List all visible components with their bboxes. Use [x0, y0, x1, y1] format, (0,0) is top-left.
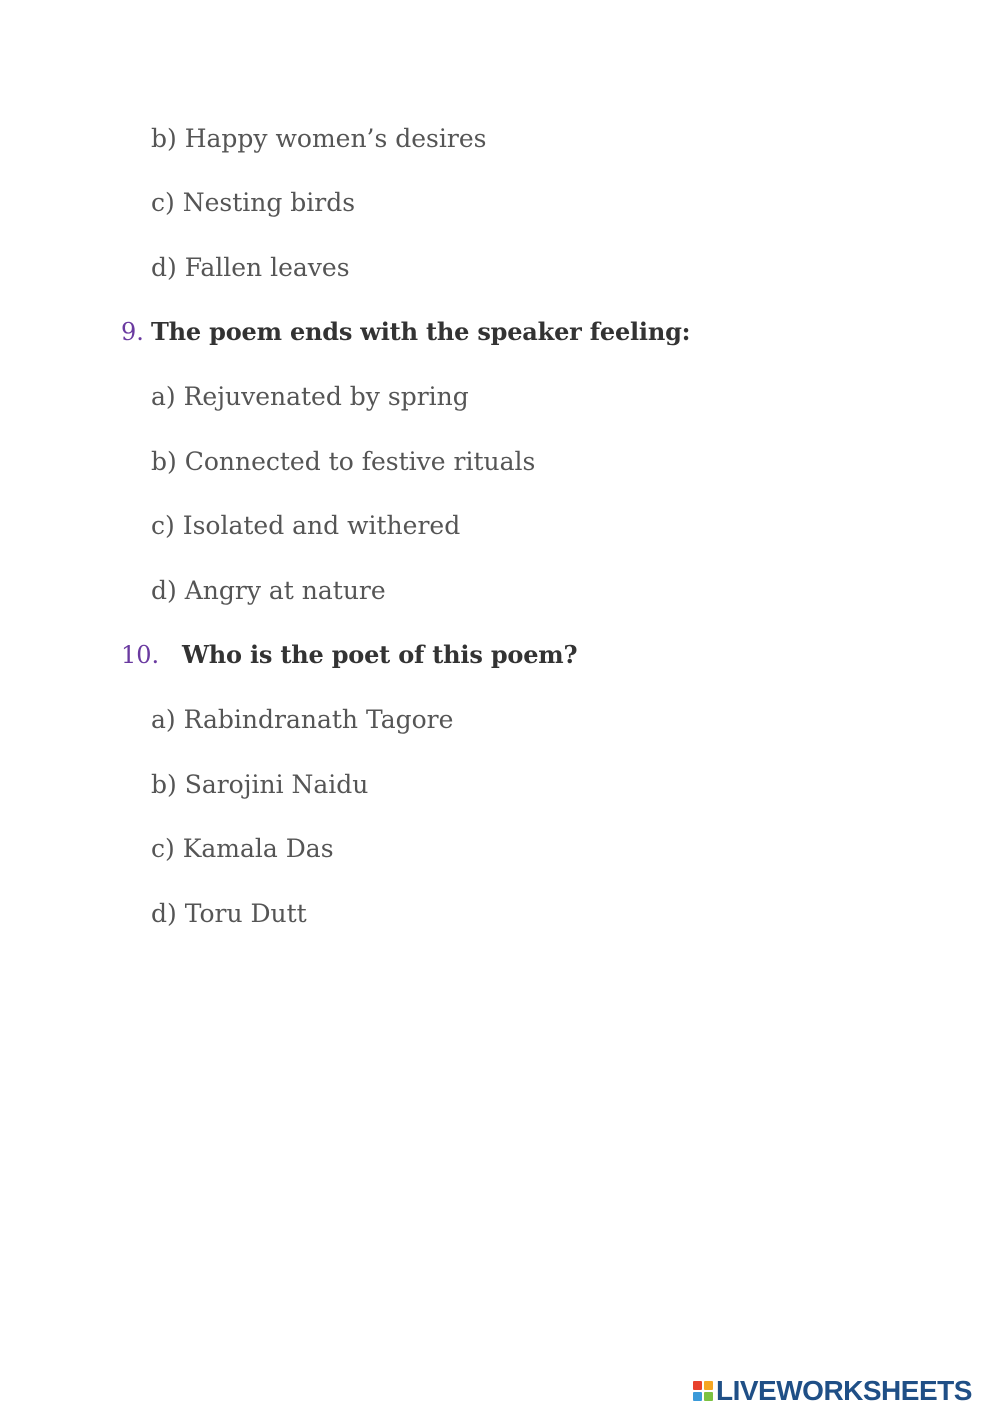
- logo-square-4: [704, 1392, 713, 1401]
- logo-square-2: [704, 1381, 713, 1390]
- liveworksheets-brand-text: LIVEWORKSHEETS: [716, 1375, 972, 1406]
- logo-square-1: [693, 1381, 702, 1390]
- q10-option-c: c) Kamala Das: [151, 834, 334, 863]
- liveworksheets-logo: [693, 1376, 972, 1406]
- question-10-text: Who is the poet of this poem?: [182, 640, 578, 669]
- q9-option-c: c) Isolated and withered: [151, 511, 461, 540]
- q9-option-a: a) Rejuvenated by spring: [151, 382, 469, 411]
- q8-option-b: b) Happy women’s desires: [151, 124, 487, 153]
- q8-option-d: d) Fallen leaves: [151, 253, 350, 282]
- q10-option-b: b) Sarojini Naidu: [151, 770, 369, 799]
- question-9-text: The poem ends with the speaker feeling:: [151, 317, 691, 346]
- q8-option-c: c) Nesting birds: [151, 188, 356, 217]
- q9-option-d: d) Angry at nature: [151, 576, 386, 605]
- question-9-number: 9.: [121, 318, 144, 346]
- liveworksheets-logo-icon: [693, 1381, 713, 1401]
- q10-option-d: d) Toru Dutt: [151, 899, 307, 928]
- question-10-number: 10.: [121, 641, 160, 669]
- logo-square-3: [693, 1392, 702, 1401]
- q10-option-a: a) Rabindranath Tagore: [151, 705, 454, 734]
- q9-option-b: b) Connected to festive rituals: [151, 447, 536, 476]
